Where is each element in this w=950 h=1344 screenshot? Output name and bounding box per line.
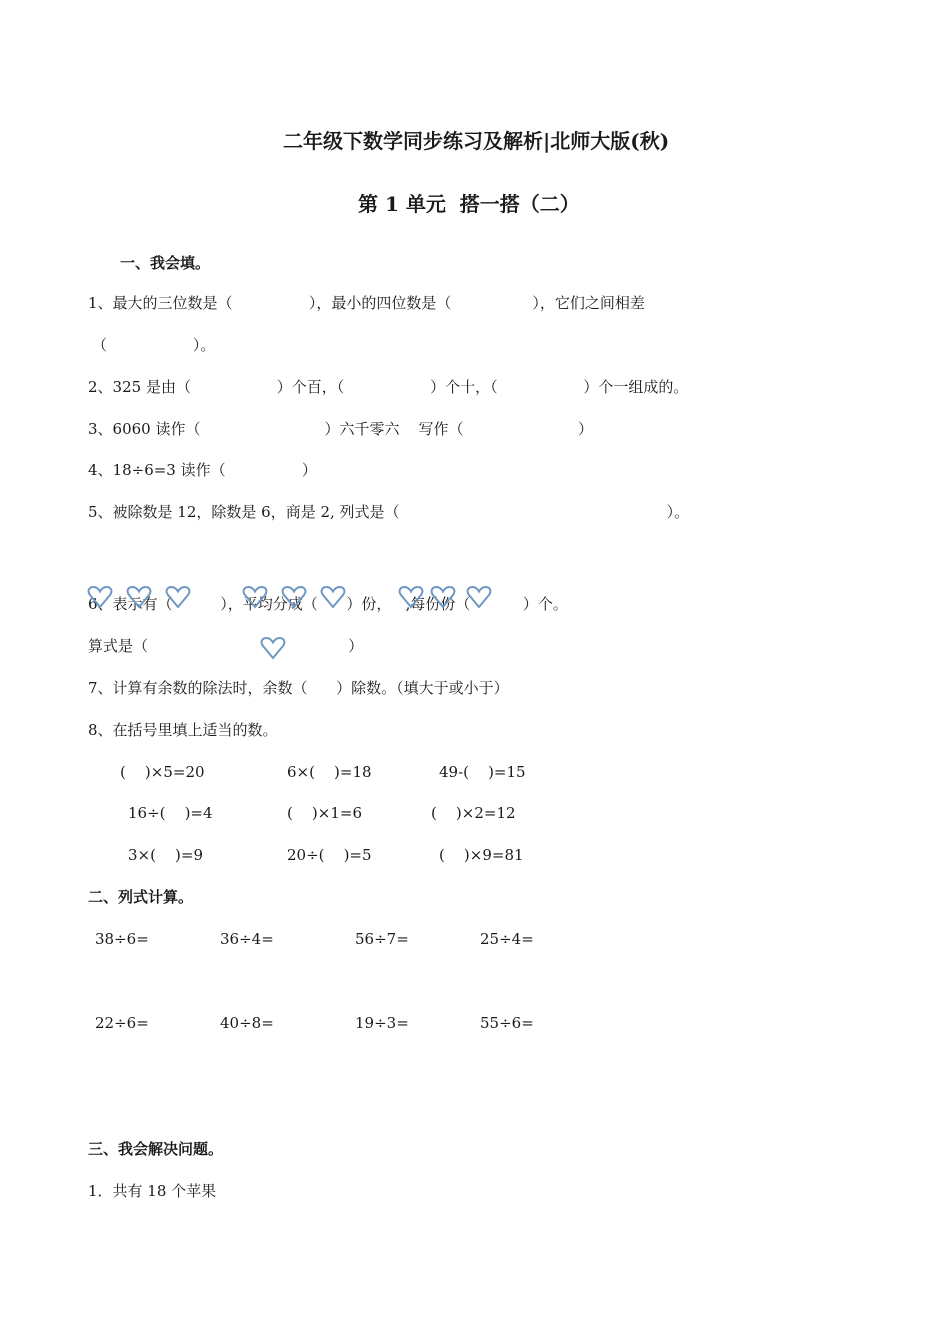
equation-item: 16÷( )=4: [128, 804, 213, 822]
equation-item: ( )×2=12: [431, 804, 516, 822]
equation-item: ( )×5=20: [120, 763, 205, 781]
question-5: 5、被除数是 12，除数是 6，商是 2, 列式是（ ）。: [88, 503, 690, 521]
question-1-line-1: 1、最大的三位数是（ ），最小的四位数是（ ），它们之间相差: [88, 294, 645, 312]
section-2-heading: 二、列式计算。: [88, 888, 194, 906]
document-title: 二年级下数学同步练习及解析|北师大版(秋): [283, 129, 670, 153]
calc-item: 56÷7=: [355, 930, 409, 948]
question-6-line-2: 算式是（ ）: [88, 637, 364, 655]
question-2: 2、325 是由（ ）个百，（ ）个十，（ ）个一组成的。: [88, 378, 689, 396]
heart-outline-icon: [87, 585, 113, 609]
question-1-line-2: （ ）。: [92, 336, 216, 354]
section-3-heading: 三、我会解决问题。: [88, 1140, 224, 1158]
question-7: 7、计算有余数的除法时，余数（ ）除数。（填大于或小于）: [88, 679, 509, 697]
equation-item: 20÷( )=5: [287, 846, 372, 864]
heart-outline-icon: [165, 585, 191, 609]
question-8: 8、在括号里填上适当的数。: [88, 721, 278, 739]
calc-item: 22÷6=: [95, 1014, 149, 1032]
question-3: 3、6060 读作（ ）六千零六 写作（ ）: [88, 420, 593, 438]
heart-outline-icon: [281, 585, 307, 609]
problem-1: 1．共有 18 个苹果: [88, 1182, 217, 1200]
equation-item: 6×( )=18: [287, 763, 372, 781]
heart-outline-icon: [242, 585, 268, 609]
calc-item: 19÷3=: [355, 1014, 409, 1032]
equation-item: 49-( )=15: [439, 763, 526, 781]
equation-item: ( )×1=6: [287, 804, 362, 822]
unit-title: 第 1 单元 搭一搭（二）: [358, 192, 580, 216]
heart-outline-icon: [260, 636, 286, 660]
question-6-line-1: 6、表示有（ ），平均分成（ ）份， ,每份份（ ）个。: [88, 595, 568, 613]
equation-item: ( )×9=81: [439, 846, 524, 864]
heart-outline-icon: [466, 585, 492, 609]
heart-outline-icon: [320, 585, 346, 609]
question-4: 4、18÷6=3 读作（ ）: [88, 461, 317, 479]
calc-item: 25÷4=: [480, 930, 534, 948]
calc-item: 40÷8=: [220, 1014, 274, 1032]
calc-item: 55÷6=: [480, 1014, 534, 1032]
heart-outline-icon: [126, 585, 152, 609]
heart-outline-icon: [398, 585, 424, 609]
calc-item: 38÷6=: [95, 930, 149, 948]
equation-item: 3×( )=9: [128, 846, 203, 864]
heart-outline-icon: [430, 585, 456, 609]
section-1-heading: 一、我会填。: [120, 254, 211, 272]
calc-item: 36÷4=: [220, 930, 274, 948]
